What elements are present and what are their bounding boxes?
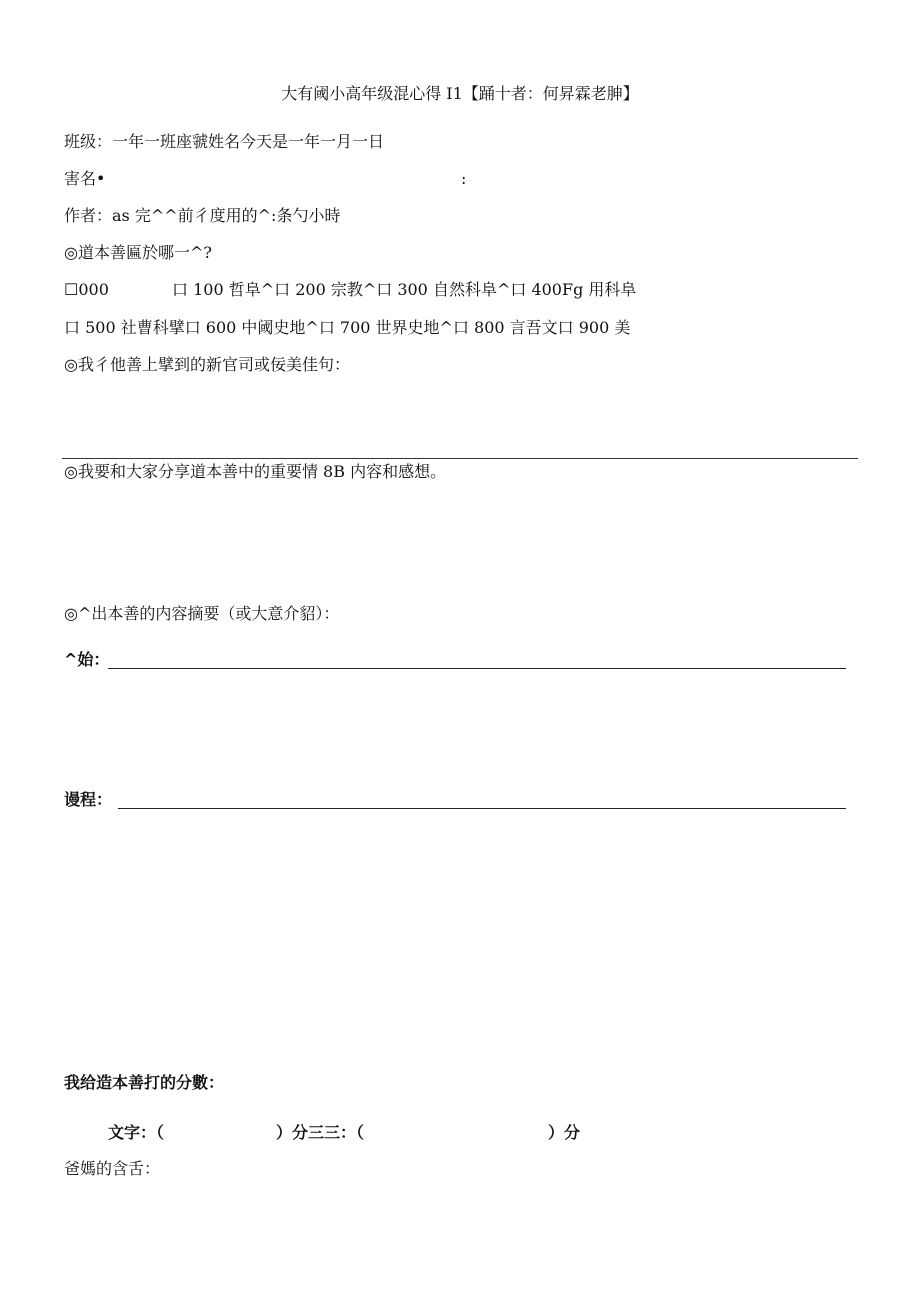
author-line: 作者：as 完^^前彳度用的^:条勺小時: [64, 206, 341, 225]
score-title: 我给造本善打的分數：: [64, 1073, 225, 1092]
process-field[interactable]: [118, 794, 846, 809]
book-name-end: :: [461, 169, 467, 188]
parent-comment-label: 爸媽的含舌：: [64, 1159, 161, 1178]
start-label: ^始：: [64, 650, 110, 669]
summary-prompt: ◎^出本善的内容摘要（或大意介貂）：: [64, 604, 340, 623]
picture-score-label: ）分三三：（: [276, 1123, 365, 1142]
category-options-row2[interactable]: 口 500 社曹科擘口 600 中阈史地^口 700 世界史地^口 800 言吾文口 900 美: [64, 318, 631, 337]
process-label: 谩程：: [64, 790, 113, 809]
book-name-label: 害名•: [64, 169, 106, 188]
class-line: 班级：一年一班座虢姓名今天是一年一月一日: [64, 132, 385, 151]
text-score-field[interactable]: [178, 1121, 274, 1143]
text-score-label: 文字：（: [108, 1123, 165, 1142]
score-end-label: ）分: [548, 1123, 581, 1142]
start-field[interactable]: [108, 654, 846, 669]
category-options-row1[interactable]: 口 100 哲阜^口 200 宗教^口 300 自然科阜^口 400Fg 用科阜: [172, 280, 637, 299]
category-option-000[interactable]: ☐000: [64, 280, 109, 299]
share-prompt: ◎我要和大家分享道本善中的重要情 8B 内容和感想。: [64, 462, 447, 481]
category-question: ◎道本善匾於哪一^?: [64, 243, 212, 262]
picture-score-field[interactable]: [378, 1121, 546, 1143]
quote-prompt: ◎我彳他善上擘到的新官司或佞美佳句：: [64, 355, 350, 374]
page-title: 大有阈小高年级混心得 I1【踊十者：何昇霖老胂】: [281, 84, 639, 103]
section-divider: [62, 458, 858, 459]
